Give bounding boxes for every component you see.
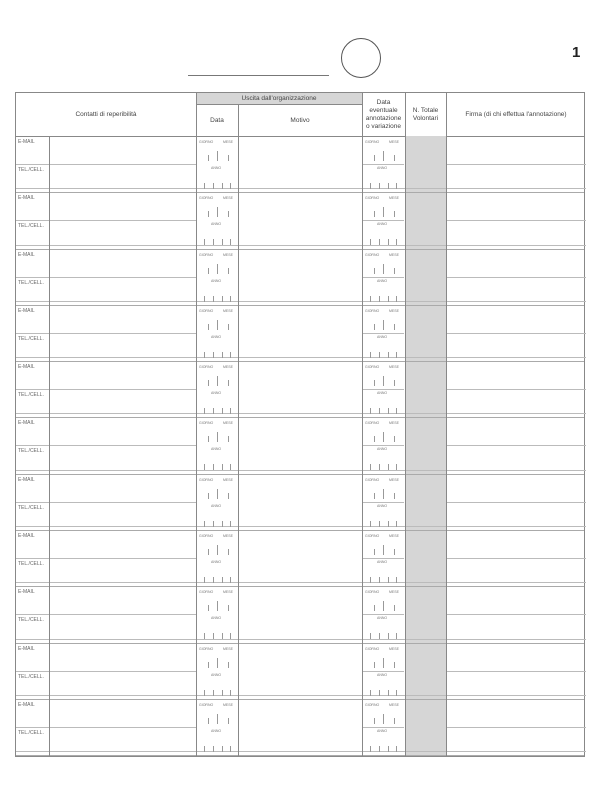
name-line[interactable] (188, 75, 329, 76)
day-label: GIORNO (199, 252, 214, 257)
day-label: GIORNO (365, 365, 380, 370)
year-label: ANNO (377, 334, 388, 339)
header-signature: Firma (di chi effettua l'annotazione) (465, 110, 567, 118)
phone-label: TEL./CELL. (18, 729, 44, 736)
month-label: MESE (223, 252, 233, 257)
month-label: MESE (389, 365, 399, 370)
year-label: ANNO (211, 560, 222, 565)
month-label: MESE (389, 477, 399, 482)
phone-label: TEL./CELL. (18, 617, 44, 624)
email-label: E-MAIL (18, 420, 35, 427)
year-label: ANNO (211, 728, 222, 733)
month-label: MESE (389, 308, 399, 313)
email-label: E-MAIL (18, 645, 35, 652)
page-number: 1 (572, 44, 581, 61)
table-row[interactable] (16, 137, 584, 193)
stamp-circle (341, 38, 381, 78)
phone-label: TEL./CELL. (18, 673, 44, 680)
month-label: MESE (223, 140, 233, 144)
table-row[interactable] (16, 362, 584, 418)
header-exit-group: Uscita dall'organizzazione (196, 93, 362, 105)
header-total-volunteers: N. Totale Volontari (412, 106, 439, 122)
day-label: GIORNO (199, 140, 214, 144)
day-label: GIORNO (199, 477, 214, 482)
year-label: ANNO (377, 560, 388, 565)
year-label: ANNO (377, 447, 388, 452)
register-table (15, 92, 585, 757)
phone-label: TEL./CELL. (18, 279, 44, 286)
day-label: GIORNO (365, 534, 380, 539)
email-label: E-MAIL (18, 251, 35, 258)
phone-label: TEL./CELL. (18, 392, 44, 399)
year-label: ANNO (377, 503, 388, 508)
day-label: GIORNO (365, 252, 380, 257)
month-label: MESE (223, 196, 233, 201)
phone-label: TEL./CELL. (18, 561, 44, 568)
table-row[interactable] (16, 418, 584, 474)
year-label: ANNO (377, 278, 388, 283)
table-header (16, 93, 584, 137)
month-label: MESE (223, 646, 233, 651)
header-reason: Motivo (290, 116, 310, 124)
month-label: MESE (389, 534, 399, 539)
day-label: GIORNO (365, 477, 380, 482)
year-label: ANNO (211, 616, 222, 621)
header-date: Data (210, 116, 224, 124)
table-row[interactable] (16, 587, 584, 643)
month-label: MESE (223, 308, 233, 313)
day-label: GIORNO (365, 196, 380, 201)
month-label: MESE (389, 252, 399, 257)
day-label: GIORNO (199, 196, 214, 201)
day-label: GIORNO (199, 308, 214, 313)
header-contacts: Contatti di reperibilità (75, 110, 137, 118)
email-label: E-MAIL (18, 589, 35, 596)
month-label: MESE (223, 590, 233, 595)
email-label: E-MAIL (18, 307, 35, 314)
day-label: GIORNO (365, 702, 380, 707)
year-label: ANNO (211, 278, 222, 283)
entry-rows (16, 137, 584, 756)
day-label: GIORNO (199, 646, 214, 651)
table-row[interactable] (16, 644, 584, 700)
month-label: MESE (223, 702, 233, 707)
year-label: ANNO (211, 672, 222, 677)
year-label: ANNO (211, 334, 222, 339)
year-label: ANNO (211, 222, 222, 227)
phone-label: TEL./CELL. (18, 167, 44, 173)
day-label: GIORNO (199, 421, 214, 426)
month-label: MESE (223, 421, 233, 426)
year-label: ANNO (377, 728, 388, 733)
month-label: MESE (389, 590, 399, 595)
phone-label: TEL./CELL. (18, 335, 44, 342)
year-label: ANNO (377, 391, 388, 396)
year-label: ANNO (211, 503, 222, 508)
month-label: MESE (389, 702, 399, 707)
year-label: ANNO (211, 391, 222, 396)
month-label: MESE (389, 646, 399, 651)
month-label: MESE (389, 421, 399, 426)
year-label: ANNO (211, 166, 222, 170)
day-label: GIORNO (365, 308, 380, 313)
month-label: MESE (223, 477, 233, 482)
year-label: ANNO (377, 672, 388, 677)
month-label: MESE (389, 196, 399, 201)
year-label: ANNO (377, 222, 388, 227)
phone-label: TEL./CELL. (18, 504, 44, 511)
year-label: ANNO (377, 166, 388, 170)
day-label: GIORNO (199, 590, 214, 595)
day-label: GIORNO (199, 365, 214, 370)
month-label: MESE (389, 140, 399, 144)
day-label: GIORNO (365, 646, 380, 651)
header-annotation-date: Data eventuale annotazione o variazione (365, 98, 402, 130)
table-row[interactable] (16, 700, 584, 756)
table-row[interactable] (16, 531, 584, 587)
email-label: E-MAIL (18, 364, 35, 371)
day-label: GIORNO (365, 590, 380, 595)
year-label: ANNO (377, 616, 388, 621)
table-row[interactable] (16, 193, 584, 249)
email-label: E-MAIL (18, 139, 35, 145)
email-label: E-MAIL (18, 701, 35, 708)
month-label: MESE (223, 534, 233, 539)
table-row[interactable] (16, 475, 584, 531)
day-label: GIORNO (199, 702, 214, 707)
table-row[interactable] (16, 250, 584, 306)
day-label: GIORNO (199, 534, 214, 539)
day-label: GIORNO (365, 140, 380, 144)
email-label: E-MAIL (18, 533, 35, 540)
phone-label: TEL./CELL. (18, 448, 44, 455)
phone-label: TEL./CELL. (18, 223, 44, 230)
day-label: GIORNO (365, 421, 380, 426)
year-label: ANNO (211, 447, 222, 452)
table-row[interactable] (16, 306, 584, 362)
email-label: E-MAIL (18, 195, 35, 202)
month-label: MESE (223, 365, 233, 370)
email-label: E-MAIL (18, 476, 35, 483)
